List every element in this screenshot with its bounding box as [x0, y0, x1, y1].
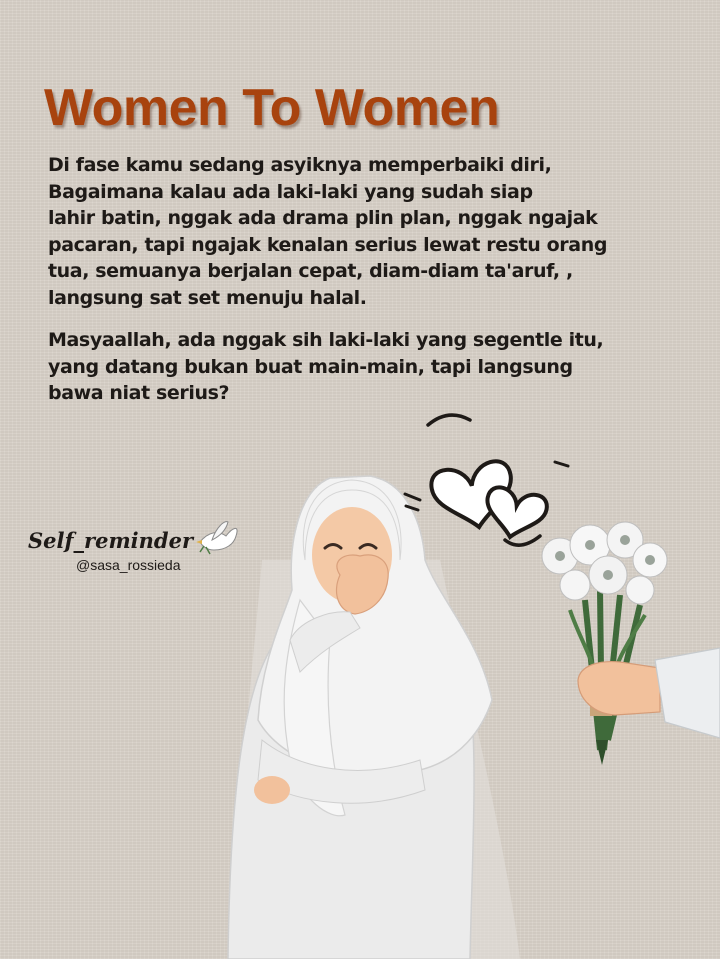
sleeve-giver: [655, 648, 720, 738]
hijab: [258, 476, 492, 776]
signature: Self_reminder: [28, 528, 194, 553]
text-line: Bagaimana kalau ada laki-laki yang sudah siap: [48, 180, 533, 203]
text-line: langsung sat set menuju halal.: [48, 286, 367, 309]
arm-across: [258, 740, 425, 803]
paragraph-2: [48, 327, 648, 407]
sparkle-mark: [405, 494, 420, 510]
dove-icon: [196, 522, 237, 554]
text-line: yang datang bukan buat main-main, tapi langsung: [48, 355, 573, 378]
heart-icon: [429, 459, 519, 534]
dress: [228, 615, 474, 959]
flower-bouquet: [542, 522, 667, 765]
paragraph-1: [48, 152, 648, 311]
text-line: Masyaallah, ada nggak sih laki-laki yang segentle itu,: [48, 329, 604, 351]
eye-right: [360, 545, 376, 549]
hand-mouth: [336, 555, 388, 614]
text-line: lahir batin, nggak ada drama plin plan, nggak ngajak: [48, 207, 598, 229]
text-line: pacaran, tapi ngajak kenalan serius lewat restu orang: [48, 233, 608, 256]
arm-raised: [290, 612, 360, 672]
hijab-drape: [284, 600, 345, 816]
author-handle: @sasa_rossieda: [76, 557, 181, 573]
hand-giver: [578, 662, 660, 715]
hijab-frame: [303, 480, 401, 560]
heart-icon: [481, 485, 549, 543]
veil-back: [235, 560, 520, 959]
eye-left: [325, 545, 341, 549]
text-line: Di fase kamu sedang asyiknya memperbaiki diri,: [48, 154, 552, 176]
page-title: Women To Women: [44, 79, 500, 137]
face: [312, 507, 392, 603]
sparkle-mark: [505, 536, 540, 545]
text-line: bawa niat serius?: [48, 382, 230, 404]
hand-waist: [254, 776, 290, 804]
sparkle-mark: [555, 462, 568, 466]
sparkle-mark: [428, 415, 470, 425]
text-line: tua, semuanya berjalan cepat, diam-diam ta'aruf, ,: [48, 260, 573, 282]
